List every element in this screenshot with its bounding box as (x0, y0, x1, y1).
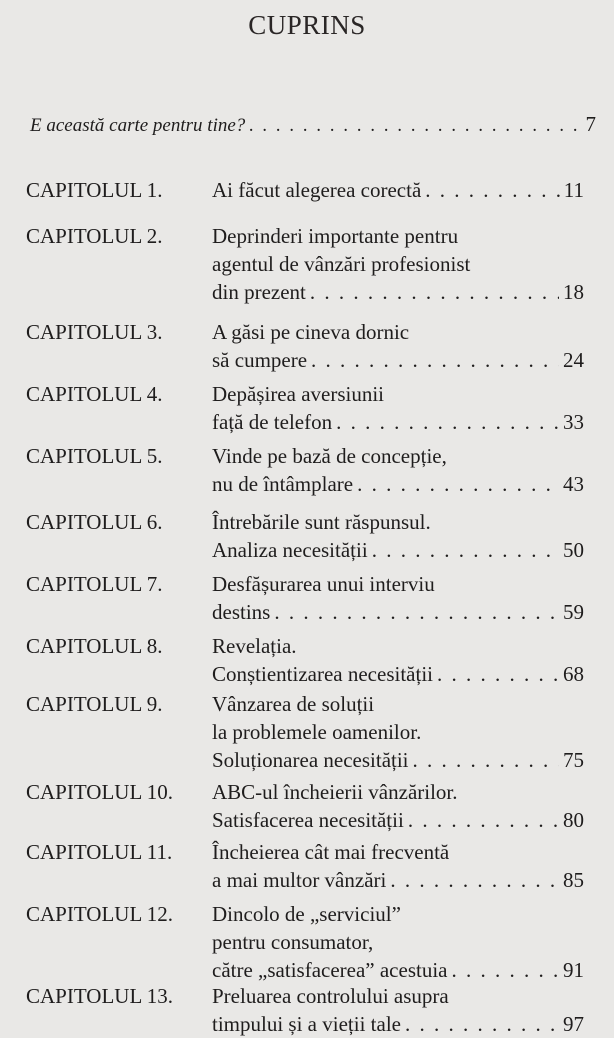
chapter-title-line (212, 250, 584, 278)
chapter-label: CAPITOLUL 11. (26, 840, 173, 864)
chapter-title-line (212, 778, 584, 806)
dot-leader (357, 470, 559, 498)
chapter-title-line (212, 470, 584, 498)
chapter-title-text: către „satisfacerea” acestuia (212, 958, 448, 982)
chapter-title-text: pentru consumator, (212, 930, 374, 954)
chapter-title-line (212, 928, 584, 956)
chapter-page-number: 91 (563, 958, 584, 982)
chapter-title-line (212, 718, 584, 746)
toc-intro-entry (30, 112, 596, 137)
chapter-title-line (212, 318, 584, 346)
chapter-title-line (212, 508, 584, 536)
chapter-label: CAPITOLUL 13. (26, 984, 173, 1008)
chapter-title-text: Vinde pe bază de concepție, (212, 444, 447, 468)
chapter-page-number: 97 (563, 1012, 584, 1036)
chapter-title-line (212, 222, 584, 250)
chapter-title (212, 690, 584, 774)
chapter-title-line (212, 278, 584, 306)
chapter-title-line (212, 536, 584, 564)
chapter-label: CAPITOLUL 10. (26, 780, 173, 804)
chapter-title-text: destins (212, 600, 271, 624)
dot-leader (405, 1010, 559, 1038)
chapter-title-line (212, 408, 584, 436)
chapter-title-text: agentul de vânzări profesionist (212, 252, 471, 276)
chapter-label: CAPITOLUL 6. (26, 510, 163, 534)
chapter-page-number: 59 (563, 600, 584, 624)
chapter-title-text: să cumpere (212, 348, 308, 372)
chapter-title-line (212, 956, 584, 984)
chapter-page-number: 11 (563, 178, 584, 202)
chapter-page-number: 80 (563, 808, 584, 832)
chapter-title (212, 508, 584, 564)
chapter-label: CAPITOLUL 12. (26, 902, 173, 926)
chapter-title-text: timpului și a vieții tale (212, 1012, 401, 1036)
chapter-page-number: 85 (563, 868, 584, 892)
chapter-title-text: Preluarea controlului asupra (212, 984, 449, 1008)
chapter-title-text: Deprinderi importante pentru (212, 224, 459, 248)
chapter-title (212, 380, 584, 436)
chapter-title-line (212, 866, 584, 894)
chapter-label: CAPITOLUL 7. (26, 572, 163, 596)
chapter-title (212, 570, 584, 626)
chapter-title-line (212, 690, 584, 718)
chapter-title-text: Soluționarea necesității (212, 748, 409, 772)
chapter-title-line (212, 660, 584, 688)
chapter-title-line (212, 746, 584, 774)
chapter-title-text: a mai multor vânzări (212, 868, 387, 892)
chapter-title-text: Satisfacerea necesității (212, 808, 404, 832)
chapter-title-line (212, 838, 584, 866)
chapter-title-text: Depășirea aversiunii (212, 382, 385, 406)
chapter-label: CAPITOLUL 2. (26, 224, 163, 248)
chapter-title-line (212, 632, 584, 660)
chapter-title-text: Desfășurarea unui interviu (212, 572, 435, 596)
chapter-title-text: Conștientizarea necesității (212, 662, 433, 686)
chapter-title (212, 778, 584, 834)
dot-leader (425, 176, 560, 204)
chapter-title-line (212, 442, 584, 470)
chapter-page-number: 18 (563, 280, 584, 304)
chapter-label: CAPITOLUL 1. (26, 178, 163, 202)
chapter-title-text: nu de întâmplare (212, 472, 354, 496)
dot-leader (390, 866, 559, 894)
chapter-title-text: Dincolo de „serviciul” (212, 902, 401, 926)
dot-leader (408, 806, 559, 834)
chapter-title-line (212, 570, 584, 598)
chapter-page-number: 50 (563, 538, 584, 562)
chapter-title (212, 222, 584, 306)
intro-page-number: 7 (585, 112, 596, 136)
chapter-title-line (212, 380, 584, 408)
chapter-page-number: 43 (563, 472, 584, 496)
chapter-title-line (212, 982, 584, 1010)
chapter-title-line (212, 346, 584, 374)
chapter-title-line (212, 1010, 584, 1038)
chapter-title-text: Întrebările sunt răspunsul. (212, 510, 431, 534)
chapter-title (212, 442, 584, 498)
chapter-label: CAPITOLUL 9. (26, 692, 163, 716)
chapter-title-text: A găsi pe cineva dornic (212, 320, 410, 344)
chapter-label: CAPITOLUL 3. (26, 320, 163, 344)
dot-leader (413, 746, 559, 774)
chapter-title-text: Vânzarea de soluții (212, 692, 375, 716)
chapter-label: CAPITOLUL 5. (26, 444, 163, 468)
chapter-label: CAPITOLUL 4. (26, 382, 163, 406)
intro-text: E această carte pentru tine? (30, 115, 246, 136)
page-title: CUPRINS (248, 10, 366, 40)
chapter-page-number: 33 (563, 410, 584, 434)
chapter-page-number: 68 (563, 662, 584, 686)
chapter-title-text: Ai făcut alegerea corectă (212, 178, 422, 202)
chapter-title (212, 176, 584, 204)
chapter-title-text: din prezent (212, 280, 306, 304)
chapter-title-text: Încheierea cât mai frecventă (212, 840, 450, 864)
dot-leader (249, 115, 581, 137)
dot-leader (274, 598, 559, 626)
dot-leader (336, 408, 559, 436)
chapter-label: CAPITOLUL 8. (26, 634, 163, 658)
chapter-title (212, 900, 584, 984)
chapter-title (212, 838, 584, 894)
chapter-title (212, 982, 584, 1038)
chapter-page-number: 24 (563, 348, 584, 372)
dot-leader (310, 278, 559, 306)
dot-leader (451, 956, 559, 984)
dot-leader (372, 536, 559, 564)
chapter-title-text: ABC-ul încheierii vânzărilor. (212, 780, 458, 804)
chapter-title-text: față de telefon (212, 410, 333, 434)
chapter-title-text: Revelația. (212, 634, 297, 658)
chapter-title-line (212, 806, 584, 834)
chapter-title-line (212, 900, 584, 928)
dot-leader (311, 346, 559, 374)
chapter-page-number: 75 (563, 748, 584, 772)
chapter-title (212, 632, 584, 688)
chapter-title-text: Analiza necesității (212, 538, 368, 562)
chapter-title-line (212, 598, 584, 626)
dot-leader (437, 660, 559, 688)
chapter-title-text: la problemele oamenilor. (212, 720, 422, 744)
chapter-title (212, 318, 584, 374)
chapter-title-line (212, 176, 584, 204)
